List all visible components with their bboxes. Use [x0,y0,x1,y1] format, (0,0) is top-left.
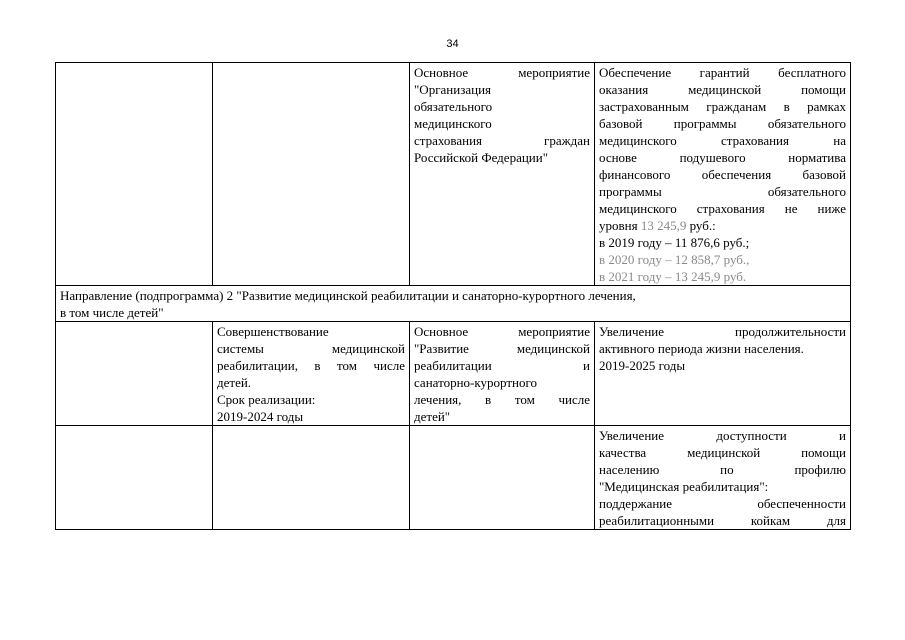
text-line: программы обязательного [599,184,846,199]
text-line: реабилитации и [414,358,590,373]
text-line: детей. [217,375,252,390]
text-line: обязательного [414,99,493,114]
text-line: Основное мероприятие [414,324,590,339]
text-line: страхования граждан [414,133,590,148]
year-line: в 2020 году – 12 858,7 руб., [599,252,750,267]
text-line: реабилитации, в том числе [217,358,405,373]
section-heading [56,286,851,322]
level-suffix: руб.: [686,218,716,233]
cell-empty [56,63,213,286]
cell-measure [410,63,595,286]
text-line: 2019-2025 годы [599,358,686,373]
text-line: детей" [414,409,451,424]
text-line: активного периода жизни населения. [599,341,804,356]
text-line: Срок реализации: [217,392,316,407]
text-line: Обеспечение гарантий бесплатного [599,65,846,80]
text-line: "Организация [414,82,492,97]
text-line: "Развитие медицинской [414,341,590,356]
text-line: застрахованным гражданам в рамках [599,99,846,114]
text-line: Направление (подпрограмма) 2 "Развитие медицинской реабилитации и санаторно-курортного лечения, [60,288,636,303]
text-line: 2019-2024 годы [217,409,304,424]
text-line: санаторно-курортного [414,375,537,390]
level-value: 13 245,9 [640,218,687,233]
text-line: Увеличение доступности и [599,428,846,443]
text-line: оказания медицинской помощи [599,82,846,97]
text-line: медицинского [414,116,492,131]
cell-empty [410,426,595,530]
cell-measure [410,322,595,426]
text-line: реабилитационными койкам для [599,513,846,528]
text-line: лечения, в том числе [414,392,590,407]
cell-empty [213,63,410,286]
text-line: населению по профилю [599,462,846,477]
text-line: Увеличение продолжительности [599,324,846,339]
text-line: "Медицинская реабилитация": [599,479,769,494]
text-line: качества медицинской помощи [599,445,846,460]
table-row [56,322,851,426]
text-line: в том числе детей" [60,305,164,320]
text-line: Совершенствование [217,324,329,339]
table-row [56,63,851,286]
table-row [56,426,851,530]
text-line: медицинского страхования не ниже [599,201,846,216]
text-line [599,217,846,234]
text-line: медицинского страхования на [599,133,846,148]
text-line: системы медицинской [217,341,405,356]
cell-empty [56,426,213,530]
document-table [55,62,851,530]
cell-result [595,322,851,426]
year-line: в 2021 году – 13 245,9 руб. [599,269,747,284]
text-line: Российской Федерации" [414,150,549,165]
cell-empty [213,426,410,530]
text-line: финансового обеспечения базовой [599,167,846,182]
page-number: 34 [446,38,459,50]
text-line: базовой программы обязательного [599,116,846,131]
cell-result [595,426,851,530]
level-prefix: уровня [599,218,641,233]
year-line: в 2019 году – 11 876,6 руб.; [599,235,750,250]
text-line: Основное мероприятие [414,65,590,80]
text-line: основе подушевого норматива [599,150,846,165]
cell-empty [56,322,213,426]
cell-objective [213,322,410,426]
text-line: поддержание обеспеченности [599,496,846,511]
section-row [56,286,851,322]
cell-result [595,63,851,286]
